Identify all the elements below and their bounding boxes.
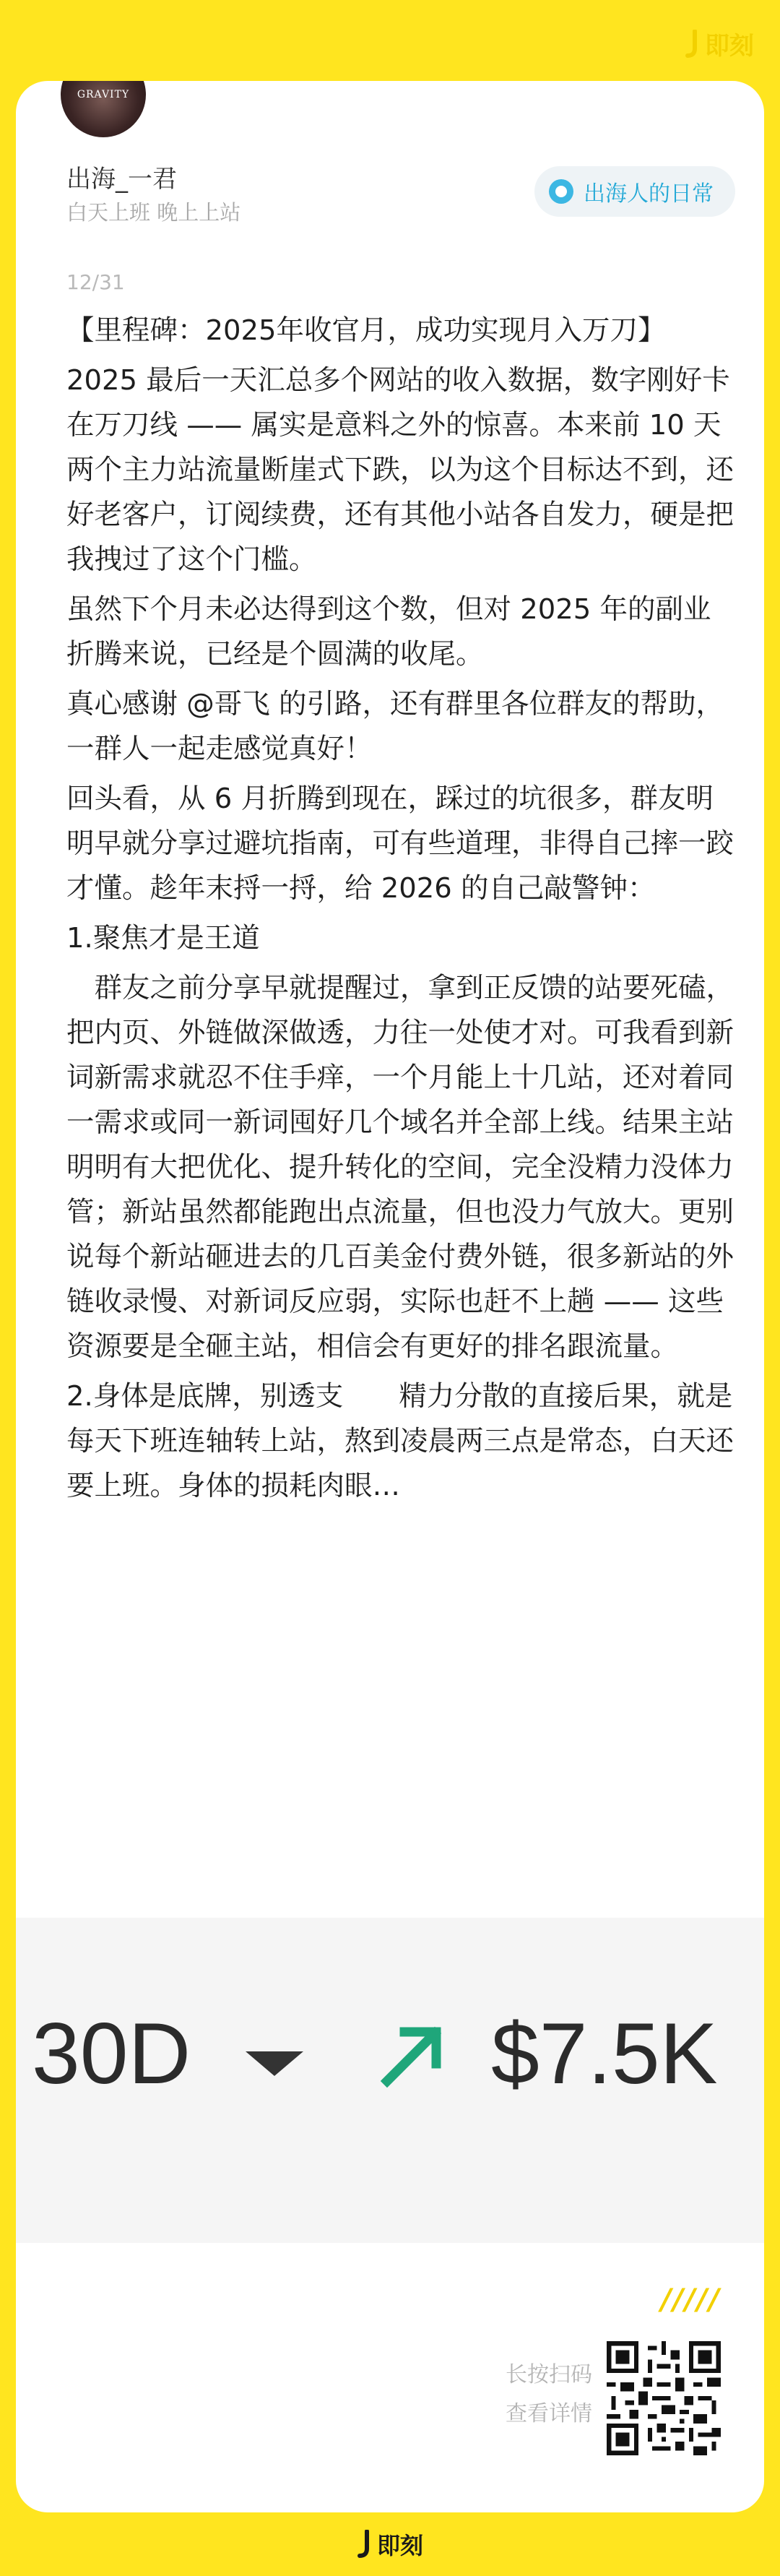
author-bio: 白天上班 晚上上站 xyxy=(66,200,241,225)
post-date: 12/31 xyxy=(66,270,125,294)
post-heading: 1.聚焦才是王道 xyxy=(66,922,260,955)
stat-period: 30D xyxy=(32,2005,191,2102)
qr-hint-line1: 长按扫码 xyxy=(506,2362,592,2387)
decoration-slashes: ///// xyxy=(660,2283,721,2317)
brand-name: 即刻 xyxy=(705,32,754,61)
avatar-text: GRAVITY xyxy=(77,89,130,100)
post-paragraph: 虽然下个月未必达得到这个数，但对 2025 年的副业折腾来说，已经是个圆满的收尾。 xyxy=(66,593,711,671)
topic-label: 出海人的日常 xyxy=(584,181,714,207)
avatar[interactable] xyxy=(61,81,146,137)
author-name[interactable]: 出海_一君 xyxy=(66,165,177,194)
brand-name: 即刻 xyxy=(376,2532,423,2559)
brand-logo-bottom xyxy=(0,2528,780,2561)
post-image-stats[interactable] xyxy=(16,1918,764,2243)
jike-logo-icon xyxy=(357,2530,373,2559)
post-content xyxy=(66,309,738,1514)
qr-hint-line2: 查看详情 xyxy=(506,2401,592,2426)
qr-code-icon[interactable] xyxy=(607,2341,721,2455)
stat-revenue: $7.5K xyxy=(491,2005,718,2102)
brand-logo-top xyxy=(685,26,754,61)
qr-hint xyxy=(506,2356,592,2434)
post-paragraph: 2025 最后一天汇总多个网站的收入数据，数字刚好卡在万刀线 —— 属实是意料之外的惊喜。本来前 10 天两个主力站流量断崖式下跌，以为这个目标达不到，还好老客户，订阅续费，还有其他小站各自发力，硬是把我拽过了这个门槛。 xyxy=(66,364,734,576)
arrow-up-right-icon xyxy=(377,2019,449,2091)
topic-badge[interactable] xyxy=(534,166,735,217)
jike-logo-icon xyxy=(685,30,701,59)
post-paragraph: 2.身体是底牌，别透支 精力分散的直接后果，就是每天下班连轴转上站，熬到凌晨两三点是常态，白天还要上班。身体的损耗肉眼… xyxy=(66,1380,734,1502)
caret-down-icon xyxy=(246,2051,303,2076)
post-paragraph: 回头看，从 6 月折腾到现在，踩过的坑很多，群友明明早就分享过避坑指南，可有些道理，非得自己摔一跤才懂。趁年末捋一捋，给 2026 的自己敲警钟： xyxy=(66,783,734,905)
post-card xyxy=(16,81,764,2512)
post-paragraph: 真心感谢 @哥飞 的引路，还有群里各位群友的帮助，一群人一起走感觉真好！ xyxy=(66,688,724,765)
post-paragraph: 群友之前分享早就提醒过，拿到正反馈的站要死磕，把内页、外链做深做透，力往一处使才对。可我看到新词新需求就忍不住手痒，一个月能上十几站，还对着同一需求或同一新词囤好几个域名并全部上线。结果主站明明有大把优化、提升转化的空间，完全没精力没体力管；新站虽然都能跑出点流量，但也没力气放大。更别说每个新站砸进去的几百美金付费外链，很多新站的外链收录慢、对新词反应弱，实际也赶不上趟 —— 这些资源要是全砸主站，相信会有更好的排名跟流量。 xyxy=(66,972,734,1363)
post-title: 【里程碑：2025年收官月，成功实现月入万刀】 xyxy=(66,314,666,347)
topic-circle-icon xyxy=(549,179,573,204)
